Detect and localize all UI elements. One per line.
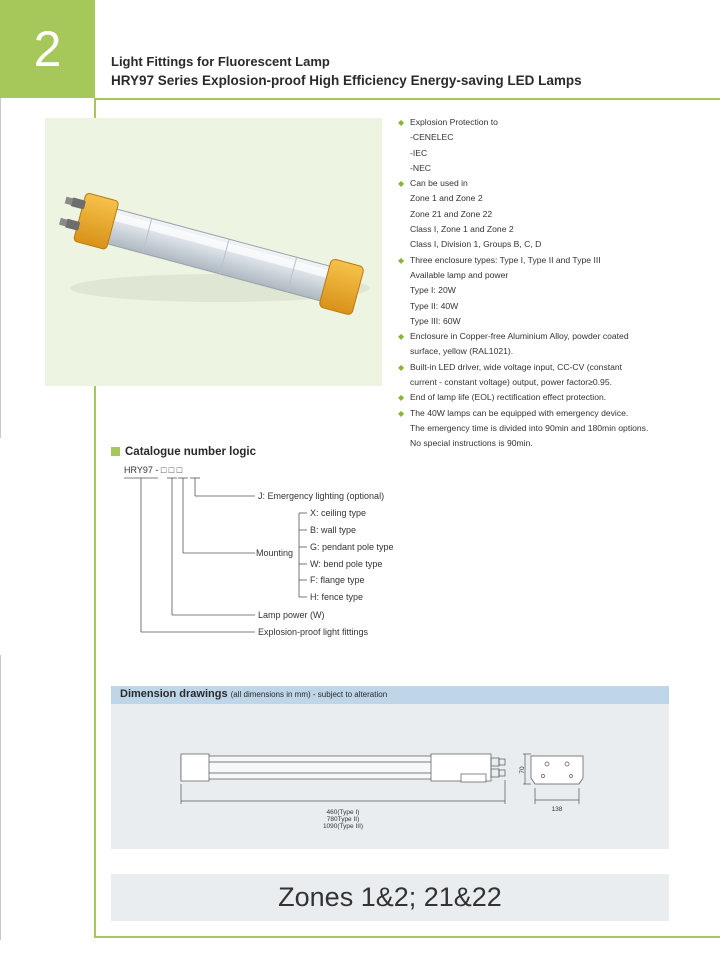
feature-text: current - constant voltage) output, power factor≥0.95.: [410, 377, 613, 388]
feature-line: [398, 146, 708, 161]
diamond-bullet-icon: ◆: [398, 118, 405, 127]
feature-text: Type II: 40W: [410, 300, 459, 311]
feature-line: [398, 222, 708, 237]
diamond-bullet-icon: ◆: [398, 255, 405, 265]
mounting-label: Mounting: [256, 548, 294, 558]
zones-text: Zones 1&2; 21&22: [278, 882, 502, 912]
dimension-height: 70: [519, 766, 526, 774]
feature-text: Can be used in: [410, 178, 468, 189]
feature-text: surface, yellow (RAL1021).: [410, 346, 514, 357]
feature-line: [398, 406, 708, 421]
feature-text: Type I: 20W: [410, 285, 456, 296]
catalogue-heading-text: Catalogue number logic: [125, 446, 256, 458]
feature-text: Built-in LED driver, wide voltage input, CC-CV (constant: [410, 361, 623, 372]
feature-text: Class I, Division 1, Groups B, C, D: [410, 239, 542, 250]
lamp-power-label: Lamp power (W): [258, 610, 325, 620]
mounting-option: F: flange type: [310, 575, 365, 585]
diamond-bullet-icon: ◆: [398, 362, 405, 372]
feature-line: [398, 299, 708, 314]
feature-line: [398, 329, 708, 344]
feature-text: Available lamp and power: [410, 269, 509, 280]
feature-line: [398, 268, 708, 283]
dimension-length-type3: 1090(Type III): [322, 823, 364, 830]
dimension-width: 138: [551, 806, 563, 813]
feature-text: End of lamp life (EOL) rectification effect protection.: [410, 392, 607, 403]
feature-line: [398, 161, 708, 176]
product-photo: [45, 118, 382, 386]
dimension-subtitle: (all dimensions in mm) - subject to alteration: [230, 690, 388, 699]
feature-text: Enclosure in Copper-free Aluminium Alloy, powder coated: [410, 331, 629, 342]
feature-line: [398, 191, 708, 206]
page-title-product: HRY97 Series Explosion-proof High Efficiency Energy-saving LED Lamps: [111, 73, 582, 88]
feature-line: [398, 207, 708, 222]
feature-text: Class I, Zone 1 and Zone 2: [410, 224, 514, 235]
feature-text: -NEC: [410, 162, 432, 173]
page-edge-line-lower: [0, 655, 1, 940]
feature-text: Zone 1 and Zone 2: [410, 193, 483, 204]
feature-text: No special instructions is 90min.: [410, 438, 533, 449]
feature-line: [398, 253, 708, 268]
bottom-rule: [94, 936, 720, 938]
led-lamp-illustration: [45, 118, 382, 386]
feature-text: The 40W lamps can be equipped with emergency device.: [410, 407, 629, 418]
feature-text: Three enclosure types: Type I, Type II and Type III: [410, 254, 601, 265]
feature-text: Zone 21 and Zone 22: [410, 208, 493, 219]
feature-text: Explosion Protection to: [410, 117, 498, 127]
diamond-bullet-icon: ◆: [398, 332, 405, 342]
diamond-bullet-icon: ◆: [398, 393, 405, 403]
dimension-heading: [120, 688, 387, 700]
dimension-drawing: [111, 704, 669, 849]
catalogue-code: HRY97 - □ □ □: [124, 465, 183, 475]
feature-line: [398, 390, 708, 405]
mounting-option: B: wall type: [310, 525, 357, 535]
header-rule: [95, 98, 720, 100]
feature-line: [398, 421, 708, 436]
catalogue-heading: [111, 446, 256, 458]
feature-line: [398, 360, 708, 375]
mounting-option: X: ceiling type: [310, 508, 367, 518]
mounting-option: H: fence type: [310, 592, 364, 602]
page-title-category: Light Fittings for Fluorescent Lamp: [111, 54, 330, 69]
mounting-option: W: bend pole type: [310, 559, 383, 569]
feature-text: The emergency time is divided into 90min and 180min options.: [410, 422, 649, 433]
section-number-block: [0, 0, 95, 98]
feature-line: [398, 436, 708, 451]
left-rule-lower: [94, 385, 96, 938]
page-edge-line: [0, 98, 1, 438]
mounting-option: G: pendant pole type: [310, 542, 394, 552]
feature-text: Type III: 60W: [410, 315, 461, 326]
catalogue-diagram: [110, 462, 430, 647]
feature-line: [398, 283, 708, 298]
feature-text: -CENELEC: [410, 132, 454, 143]
feature-line: [398, 130, 708, 145]
feature-line: [398, 344, 708, 359]
dimension-length-type2: 780Type II): [326, 816, 360, 823]
dimension-title: Dimension drawings: [120, 688, 228, 700]
feature-list: [398, 115, 708, 452]
feature-text: -IEC: [410, 147, 428, 158]
feature-line: [398, 314, 708, 329]
heading-marker: [111, 447, 120, 456]
fittings-label: Explosion-proof light fittings: [258, 627, 369, 637]
feature-line: [398, 375, 708, 390]
emergency-lighting-label: J: Emergency lighting (optional): [258, 491, 385, 501]
diamond-bullet-icon: ◆: [398, 179, 405, 189]
diamond-bullet-icon: ◆: [398, 408, 405, 418]
feature-line: [398, 176, 708, 191]
feature-line: [398, 237, 708, 252]
dimension-length-type1: 460(Type I): [326, 809, 360, 816]
feature-line: [398, 115, 708, 130]
section-number: 2: [33, 21, 62, 77]
